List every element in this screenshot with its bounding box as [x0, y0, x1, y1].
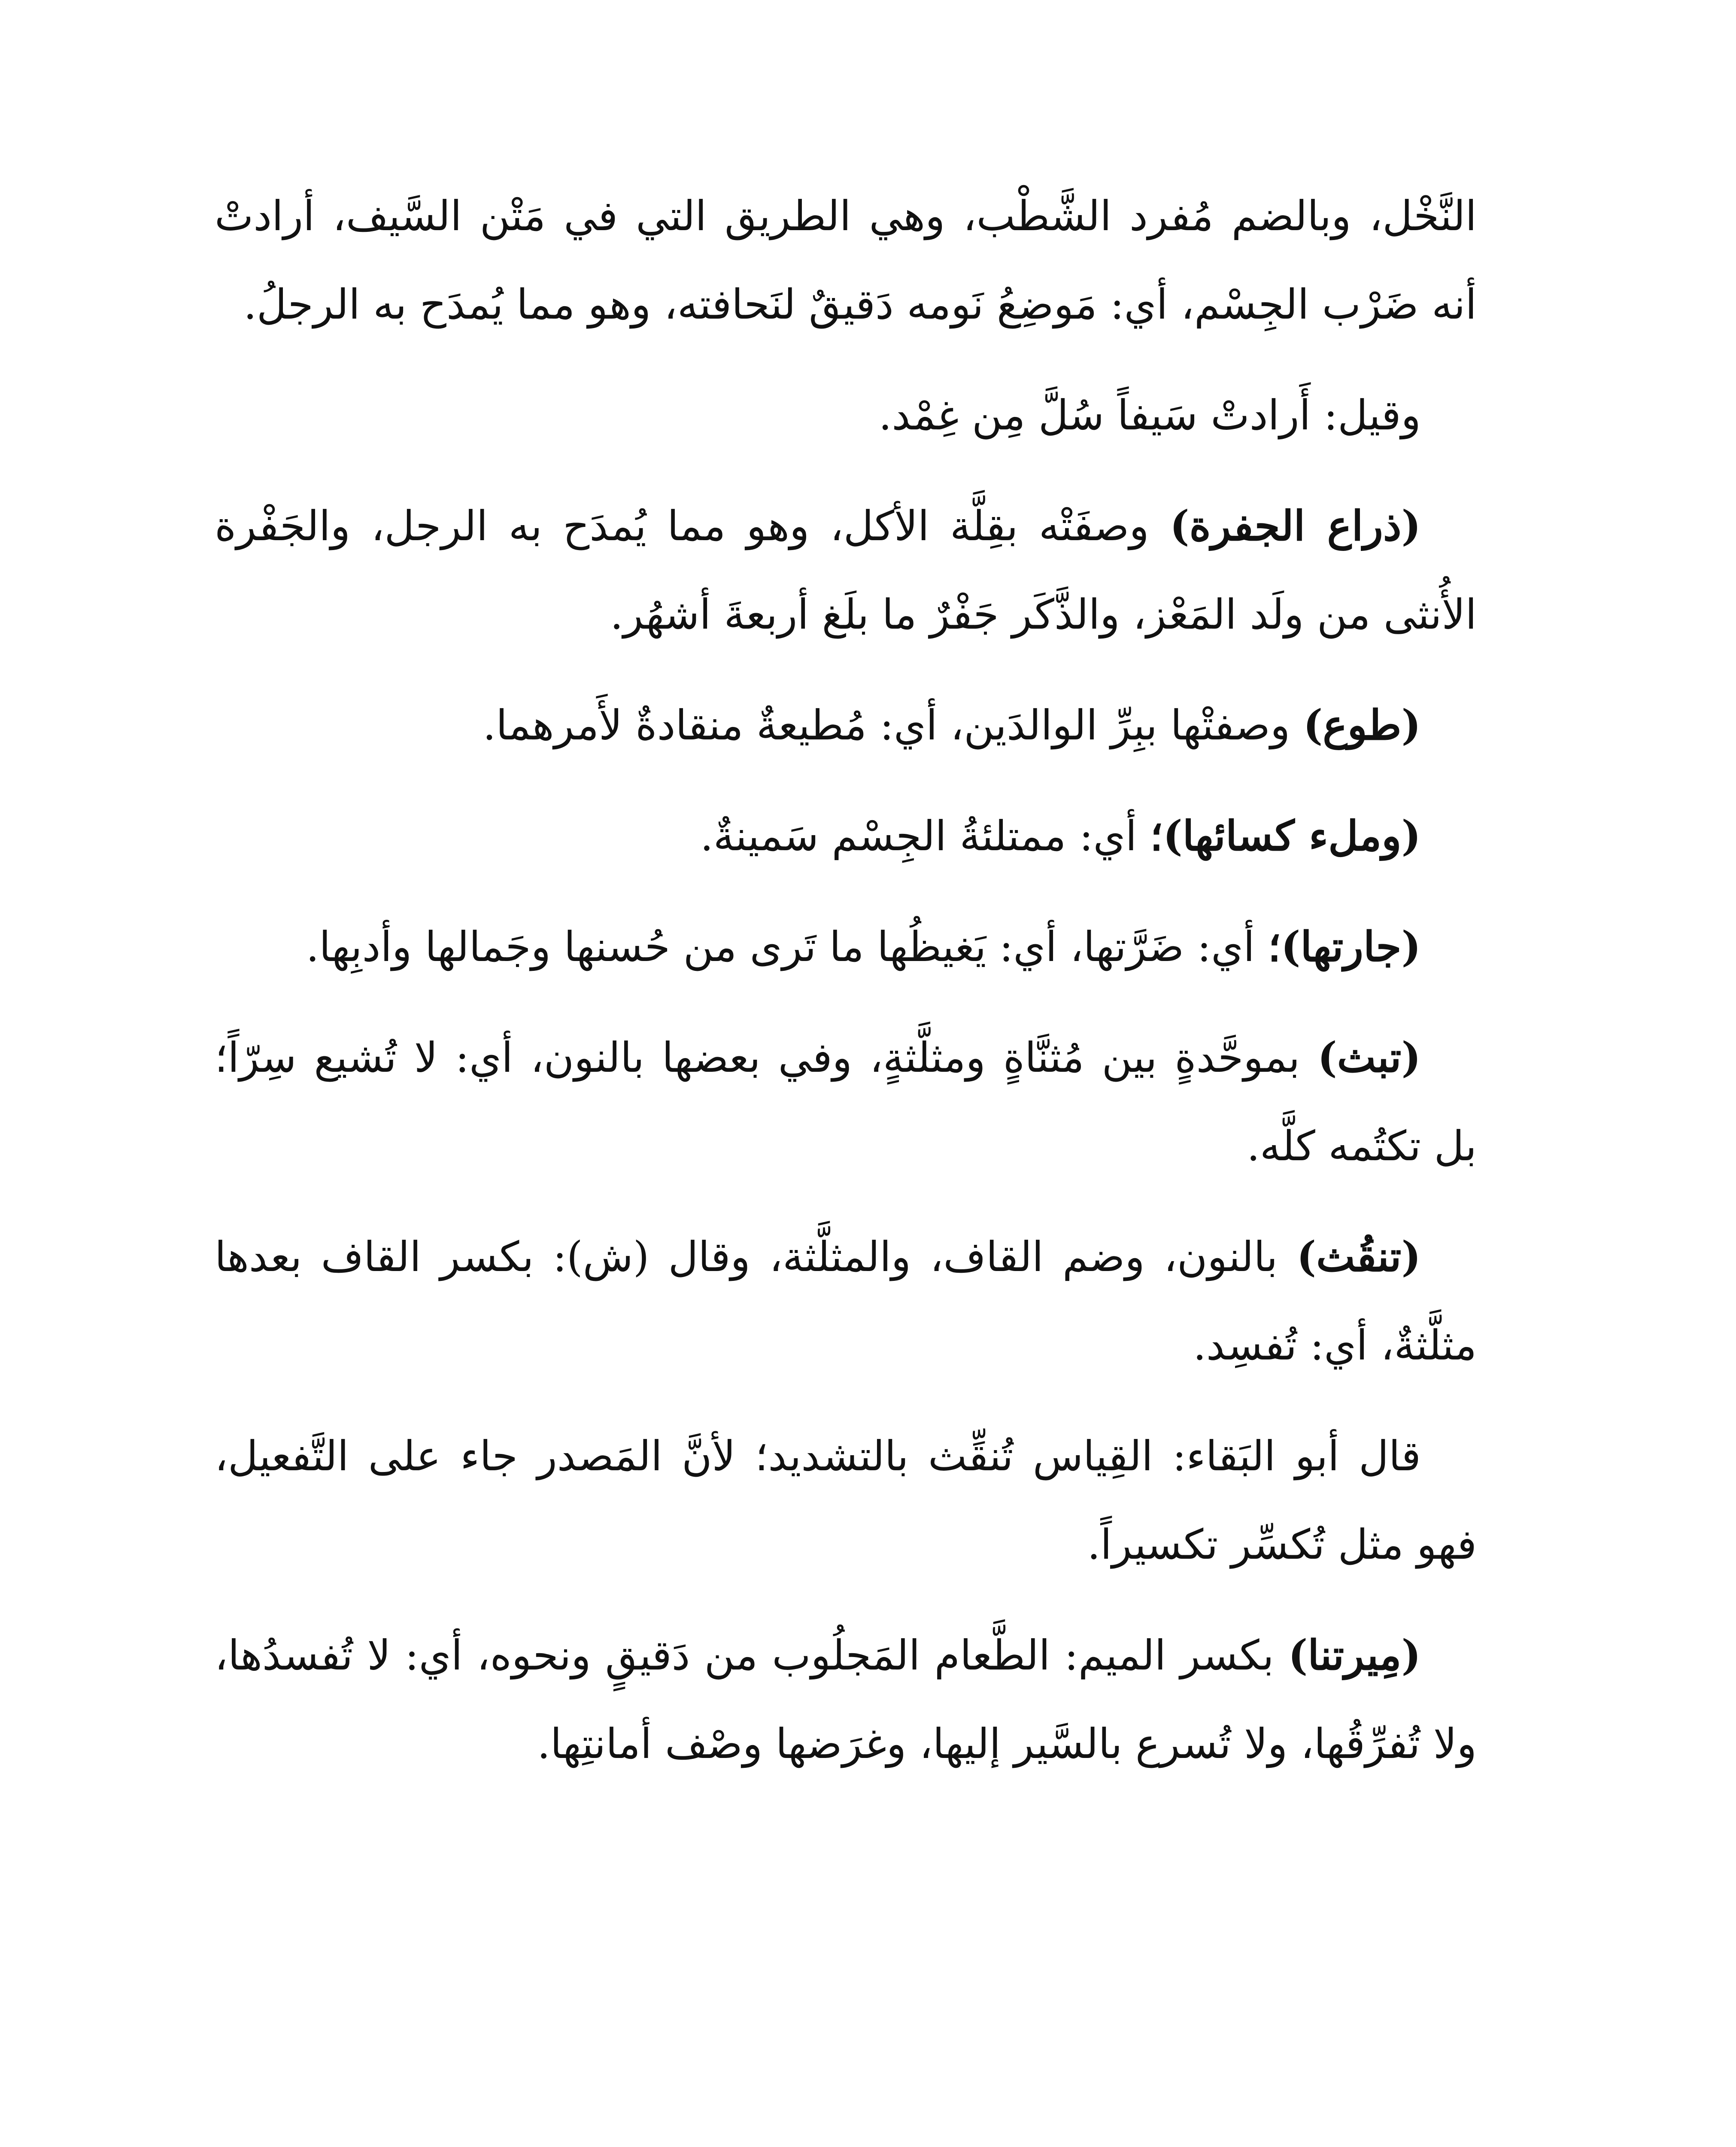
paragraph: [215, 371, 1477, 459]
paragraph-term: (ذراع الجفرة): [1170, 502, 1421, 550]
paragraph-term: (مِيرتنا): [1288, 1631, 1421, 1679]
paragraph: [215, 482, 1477, 659]
paragraph-text: بموحَّدةٍ بين مُثنَّاةٍ ومثلَّثةٍ، وفي بعضها بالنون، أي: لا تُشيع سِرّاً؛ بل تكتُمه كلَّه.: [215, 1034, 1477, 1170]
paragraph-term: (جارتها)؛: [1268, 922, 1421, 971]
paragraph: [215, 172, 1477, 349]
paragraph-text: بكسر الميم: الطَّعام المَجلُوب من دَقيقٍ ونحوه، أي: لا تُفسدُها، ولا تُفرِّقُها، ولا تُسرع بالسَّير إليها، وغرَضها وصْف أمانتِها.: [215, 1631, 1477, 1768]
paragraph: [215, 1213, 1477, 1390]
paragraph-text: وصفتْها ببِرِّ الوالدَين، أي: مُطيعةٌ منقادةٌ لأَمرهما.: [483, 701, 1303, 749]
paragraph-term: (وملء كسائها)؛: [1150, 812, 1421, 860]
paragraph-text: النَّخْل، وبالضم مُفرد الشَّطْب، وهي الطريق التي في مَتْن السَّيف، أرادتْ أنه ضَرْب الجِسْم، أي: مَوضِعُ نَومه دَقيقٌ لنَحافته، وهو مما يُمدَح به الرجلُ.: [215, 192, 1477, 328]
paragraph-text: قال أبو البَقاء: القِياس تُنقِّث بالتشديد؛ لأنَّ المَصدر جاء على التَّفعيل، فهو مثل تُكسِّر تكسيراً.: [215, 1432, 1477, 1569]
paragraph-term: (تبث): [1317, 1033, 1421, 1082]
paragraph-text: أي: ضَرَّتها، أي: يَغيظُها ما تَرى من حُسنها وجَمالها وأدبِها.: [306, 923, 1268, 971]
paragraph: [215, 681, 1477, 769]
paragraph-term: (تنقُث): [1296, 1232, 1421, 1281]
paragraph-text: وصفَتْه بقِلَّة الأكل، وهو مما يُمدَح به الرجل، والجَفْرة الأُنثى من ولَد المَعْز، والذَّكَر جَفْرٌ ما بلَغ أربعةَ أشهُر.: [215, 502, 1477, 639]
paragraph: [215, 792, 1477, 880]
paragraph: [215, 1013, 1477, 1190]
paragraph: [215, 1611, 1477, 1788]
paragraph: [215, 1412, 1477, 1589]
paragraph-text: وقيل: أَرادتْ سَيفاً سُلَّ مِن غِمْد.: [878, 391, 1421, 439]
paragraph-text: بالنون، وضم القاف، والمثلَّثة، وقال (ش): بكسر القاف بعدها مثلَّثةٌ، أي: تُفسِد.: [215, 1233, 1477, 1369]
paragraph: [215, 903, 1477, 991]
paragraph-text: أي: ممتلئةُ الجِسْم سَمينةٌ.: [700, 812, 1150, 860]
page-body-text: [215, 172, 1477, 1810]
paragraph-term: (طوع): [1303, 701, 1421, 749]
